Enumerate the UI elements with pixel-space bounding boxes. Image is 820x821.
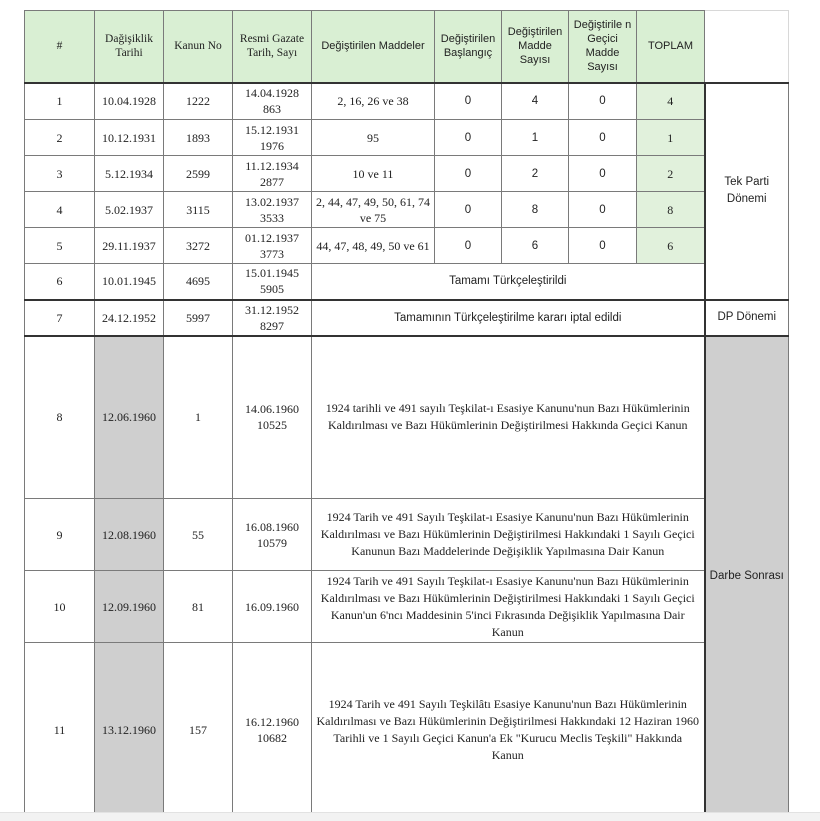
- cell-law-no: 1893: [164, 120, 233, 156]
- gazette-date: 15.01.1945: [245, 266, 299, 281]
- header-total: TOPLAM: [637, 11, 705, 83]
- cell-num: 5: [25, 228, 95, 264]
- cell-start: 0: [435, 228, 502, 264]
- amendments-table-sheet: [24, 10, 788, 818]
- cell-temp: 0: [569, 228, 637, 264]
- cell-gazette: [233, 336, 312, 499]
- header-date: Dağişiklik Tarihi: [95, 11, 164, 83]
- constitution-amendments-table: [24, 10, 789, 817]
- period-coup: Darbe Sonrası: [705, 336, 789, 817]
- header-row: [25, 11, 789, 83]
- cell-count: 6: [502, 228, 569, 264]
- cell-start: 0: [435, 156, 502, 192]
- gazette-date: 14.04.1928: [245, 86, 299, 101]
- gazette-date: 14.06.1960: [245, 402, 299, 417]
- cell-num: 4: [25, 192, 95, 228]
- gazette-no: 2877: [260, 174, 284, 189]
- gazette-date: 31.12.1952: [245, 302, 299, 317]
- cell-gazette: [233, 192, 312, 228]
- cell-articles: 95: [312, 120, 435, 156]
- gazette-date: 15.12.1931: [245, 122, 299, 137]
- cell-date: 12.09.1960: [95, 571, 164, 643]
- table-row: [25, 192, 789, 228]
- cell-note: Tamamı Türkçeleştirildi: [312, 264, 705, 300]
- cell-gazette: [233, 228, 312, 264]
- cell-num: 6: [25, 264, 95, 300]
- gazette-date: 01.12.1937: [245, 230, 299, 245]
- cell-date: 12.06.1960: [95, 336, 164, 499]
- cell-gazette: [233, 499, 312, 571]
- cell-note: 1924 tarihli ve 491 sayılı Teşkilat-ı Esasiye Kanunu'nun Bazı Hükümlerinin Kaldırılması ve Bazı Hükümlerinin Değiştirilmesi Hakkında Geçici Kanun: [312, 336, 705, 499]
- cell-num: 2: [25, 120, 95, 156]
- cell-num: 8: [25, 336, 95, 499]
- gazette-no: 8297: [260, 318, 284, 333]
- cell-gazette: [233, 643, 312, 817]
- gazette-no: 10579: [257, 535, 287, 550]
- cell-total: 8: [637, 192, 705, 228]
- cell-law-no: 55: [164, 499, 233, 571]
- table-row: [25, 336, 789, 499]
- gazette-no: 10682: [257, 730, 287, 745]
- cell-date: 5.02.1937: [95, 192, 164, 228]
- cell-date: 12.08.1960: [95, 499, 164, 571]
- cell-num: 9: [25, 499, 95, 571]
- cell-gazette: 16.09.1960: [233, 571, 312, 643]
- header-gazette: Resmi Gazate Tarih, Sayı: [233, 11, 312, 83]
- table-row: [25, 571, 789, 643]
- cell-note: 1924 Tarih ve 491 Sayılı Teşkilâtı Esasiye Kanunu'nun Bazı Hükümlerinin Kaldırılması ve Bazı Hükümlerinin Değiştirilmesi Hakkındaki 12 Haziran 1960 Tarihli ve 1 Sayılı Geçici Kanun'a Ek "Kurucu Meclis Teşkili" Hakkında Kanun: [312, 643, 705, 817]
- cell-gazette: [233, 264, 312, 300]
- cell-total: 4: [637, 83, 705, 120]
- cell-law-no: 3115: [164, 192, 233, 228]
- header-temp: Değiştirile n Geçici Madde Sayısı: [569, 11, 637, 83]
- cell-count: 4: [502, 83, 569, 120]
- cell-date: 10.12.1931: [95, 120, 164, 156]
- gazette-no: 10525: [257, 418, 287, 433]
- cell-law-no: 3272: [164, 228, 233, 264]
- cell-count: 8: [502, 192, 569, 228]
- cell-date: 24.12.1952: [95, 300, 164, 336]
- cell-articles: 44, 47, 48, 49, 50 ve 61: [312, 228, 435, 264]
- table-row: [25, 643, 789, 817]
- cell-gazette: [233, 83, 312, 120]
- header-count: Değiştirilen Madde Sayısı: [502, 11, 569, 83]
- header-articles: Değiştirilen Maddeler: [312, 11, 435, 83]
- header-law-no: Kanun No: [164, 11, 233, 83]
- cell-date: 29.11.1937: [95, 228, 164, 264]
- cell-articles: 2, 44, 47, 49, 50, 61, 74 ve 75: [312, 192, 435, 228]
- cell-law-no: 1222: [164, 83, 233, 120]
- cell-date: 10.01.1945: [95, 264, 164, 300]
- table-row: [25, 156, 789, 192]
- period-single-party: Tek Parti Dönemi: [705, 83, 789, 300]
- cell-num: 10: [25, 571, 95, 643]
- table-row: [25, 120, 789, 156]
- cell-count: 1: [502, 120, 569, 156]
- cell-temp: 0: [569, 83, 637, 120]
- header-start: Değiştirilen Başlangıç: [435, 11, 502, 83]
- cell-start: 0: [435, 120, 502, 156]
- table-row: [25, 83, 789, 120]
- cell-gazette: [233, 120, 312, 156]
- header-blank: [705, 11, 789, 83]
- gazette-no: 5905: [260, 282, 284, 297]
- cell-law-no: 81: [164, 571, 233, 643]
- cell-num: 3: [25, 156, 95, 192]
- gazette-no: 3773: [260, 246, 284, 261]
- cell-note: Tamamının Türkçeleştirilme kararı iptal edildi: [312, 300, 705, 336]
- header-num: #: [25, 11, 95, 83]
- cell-law-no: 4695: [164, 264, 233, 300]
- table-row: [25, 499, 789, 571]
- cell-count: 2: [502, 156, 569, 192]
- gazette-no: 3533: [260, 210, 284, 225]
- gazette-no: 863: [263, 102, 281, 117]
- cell-date: 5.12.1934: [95, 156, 164, 192]
- cell-law-no: 1: [164, 336, 233, 499]
- cell-law-no: 157: [164, 643, 233, 817]
- cell-num: 1: [25, 83, 95, 120]
- cell-articles: 10 ve 11: [312, 156, 435, 192]
- cell-date: 10.04.1928: [95, 83, 164, 120]
- cell-note: 1924 Tarih ve 491 Sayılı Teşkilat-ı Esasiye Kanunu'nun Bazı Hükümlerinin Kaldırılması ve Bazı Hükümlerinin Değiştirilmesi Hakkındaki 1 Sayılı Geçici Kanunun Bazı Maddelerinde Değişiklik Yapılmasına Dair Kanun: [312, 499, 705, 571]
- cell-gazette: [233, 156, 312, 192]
- table-row: [25, 300, 789, 336]
- cell-temp: 0: [569, 156, 637, 192]
- cell-date: 13.12.1960: [95, 643, 164, 817]
- gazette-no: 1976: [260, 138, 284, 153]
- cell-total: 1: [637, 120, 705, 156]
- cell-articles: 2, 16, 26 ve 38: [312, 83, 435, 120]
- cell-total: 2: [637, 156, 705, 192]
- cell-note: 1924 Tarih ve 491 Sayılı Teşkilat-ı Esasiye Kanunu'nun Bazı Hükümlerinin Kaldırılması ve Bazı Hükümlerinin Değiştirilmesi Hakkındaki 1 Sayılı Geçici Kanun'un 6'ncı Maddesinin 5'inci Fıkrasında Değişiklik Yapılmasına Dair Kanun: [312, 571, 705, 643]
- table-row: [25, 228, 789, 264]
- gazette-date: 16.12.1960: [245, 714, 299, 729]
- cell-gazette: [233, 300, 312, 336]
- cell-total: 6: [637, 228, 705, 264]
- cell-temp: 0: [569, 192, 637, 228]
- cell-num: 11: [25, 643, 95, 817]
- gazette-date: 16.08.1960: [245, 519, 299, 534]
- cell-temp: 0: [569, 120, 637, 156]
- cell-law-no: 5997: [164, 300, 233, 336]
- period-dp: DP Dönemi: [705, 300, 789, 336]
- cell-start: 0: [435, 83, 502, 120]
- cell-law-no: 2599: [164, 156, 233, 192]
- gazette-date: 13.02.1937: [245, 194, 299, 209]
- table-row: [25, 264, 789, 300]
- cell-start: 0: [435, 192, 502, 228]
- cell-num: 7: [25, 300, 95, 336]
- gazette-date: 11.12.1934: [245, 158, 299, 173]
